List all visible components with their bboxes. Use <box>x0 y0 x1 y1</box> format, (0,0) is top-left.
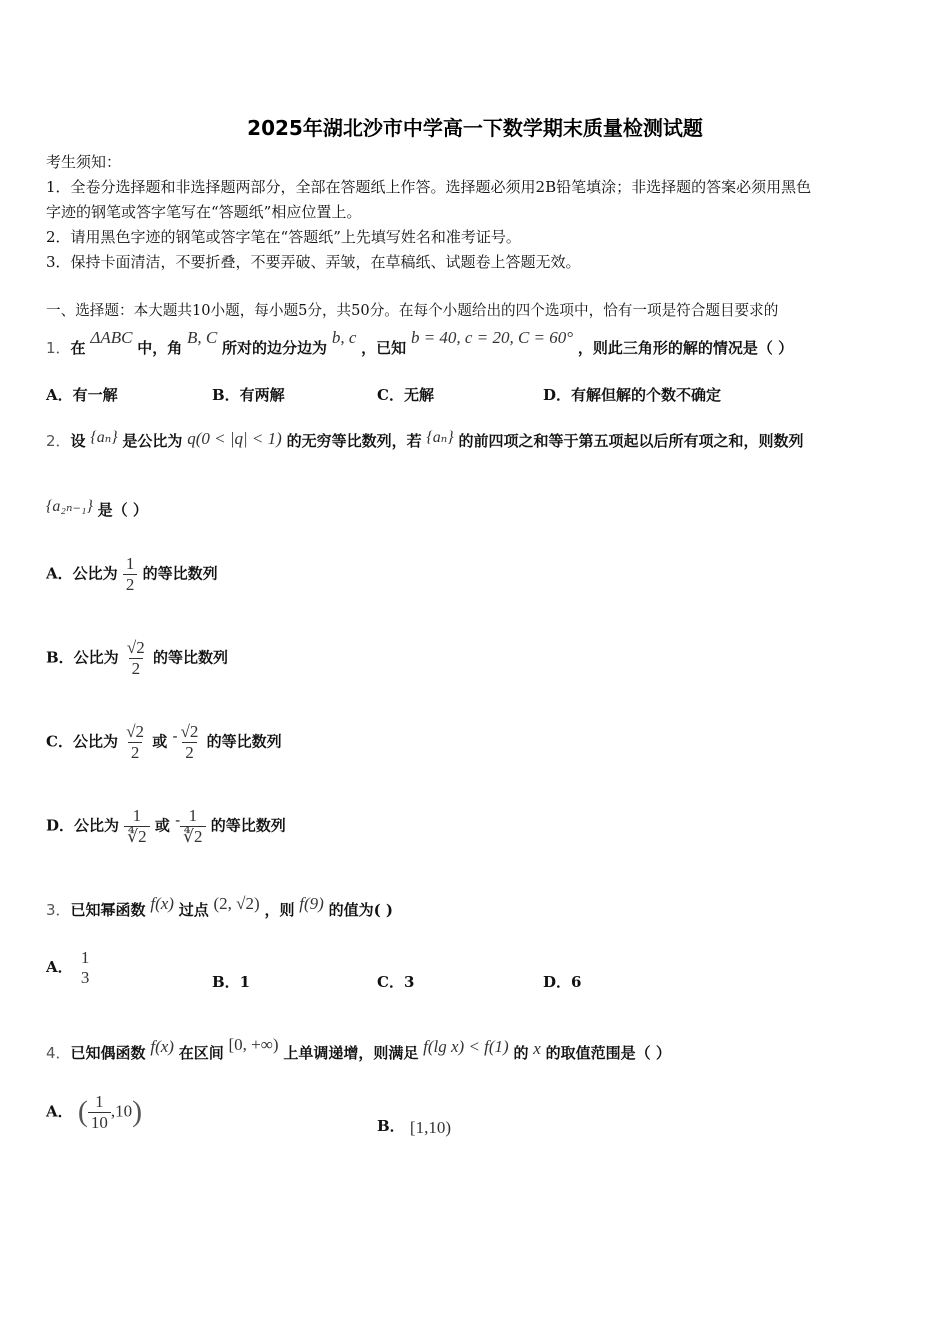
notice-line-1a: 1．全卷分选择题和非选择题两部分，全部在答题纸上作答。选择题必须用2B铅笔填涂；非选择题的答案必须用黑色 <box>46 178 812 196</box>
q2-option-c <box>46 722 282 763</box>
q3-option-a <box>46 948 92 988</box>
q1-text-2: 中，角 <box>137 339 183 357</box>
q1-text-1: 在 <box>70 339 86 357</box>
question-4 <box>46 1035 671 1063</box>
q4-text-2: 在区间 <box>178 1044 224 1062</box>
q2-d-minus: - <box>175 810 181 829</box>
q1-text-3: 所对的边分边为 <box>222 339 328 357</box>
q2-b-den: 2 <box>129 658 144 679</box>
q2-a-suffix: 的等比数列 <box>142 564 218 583</box>
q3-text-1: 已知幂函数 <box>70 901 146 919</box>
q2-c-num-2: √2 <box>180 722 199 741</box>
q2-a-den: 2 <box>123 574 138 595</box>
q1-text-5: ，则此三角形的解的情况是（ ） <box>577 339 794 357</box>
q2-a-fraction <box>123 554 138 595</box>
q4-a-lparen-icon: ( <box>77 1094 88 1128</box>
question-2 <box>46 431 803 452</box>
q2-d-fraction-1 <box>124 806 149 847</box>
q3-a-den: 3 <box>80 968 90 987</box>
q2-math-seq: {aₙ} <box>90 429 118 446</box>
q2-line-2 <box>46 500 148 521</box>
q3-option-d: D．6 <box>543 973 582 991</box>
q4-a-rparen-icon: ) <box>132 1094 143 1128</box>
q2-d-num-1: 1 <box>132 806 142 825</box>
q2-b-fraction <box>124 638 148 679</box>
q4-math-interval: [0, +∞) <box>228 1035 279 1054</box>
q3-math-func: f(x) <box>150 894 174 913</box>
q1-text-4: ，已知 <box>361 339 407 357</box>
q2-d-or: 或 <box>154 816 170 835</box>
q4-text-4: 的 <box>513 1044 529 1062</box>
section-header: 一、选择题：本大题共10小题，每小题5分，共50分。在每个小题给出的四个选项中，恰有一项是符合题目要求的 <box>46 302 779 319</box>
q4-text-3: 上单调递增，则满足 <box>283 1044 419 1062</box>
q4-b-value: [1,10) <box>409 1118 451 1137</box>
q2-text-2: 是公比为 <box>122 432 183 450</box>
q2-d-prefix: D．公比为 <box>46 816 120 835</box>
q4-text-5: 的取值范围是（ ） <box>545 1044 671 1062</box>
q1-option-d: D．有解但解的个数不确定 <box>543 386 722 404</box>
q2-d-den-2: ∜2 <box>180 826 205 847</box>
q3-math-value: f(9) <box>299 894 324 913</box>
q2-c-den-2: 2 <box>182 742 197 763</box>
notice-line-2: 2．请用黑色字迹的钢笔或答字笔在“答题纸”上先填写姓名和准考证号。 <box>46 228 521 246</box>
q1-option-b: B．有两解 <box>212 386 285 404</box>
q4-math-x: x <box>533 1039 541 1058</box>
q3-math-point: (2, √2) <box>213 894 260 913</box>
q2-d-num-2: 1 <box>188 806 198 825</box>
q2-option-b <box>46 638 228 679</box>
q3-text-4: 的值为( ) <box>328 901 393 919</box>
q4-option-b <box>377 1116 451 1136</box>
q2-c-or: 或 <box>152 732 168 751</box>
q4-option-a <box>46 1092 142 1133</box>
q2-a-num: 1 <box>125 554 135 573</box>
q2-c-den-1: 2 <box>128 742 143 763</box>
q1-option-a: A．有一解 <box>46 386 118 404</box>
q2-a-prefix: A．公比为 <box>46 564 118 583</box>
q3-number: 3． <box>46 901 71 919</box>
q2-d-fraction-2 <box>180 806 205 847</box>
q2-number: 2． <box>46 432 71 450</box>
q2-math-ratio: q(0 < |q| < 1) <box>187 429 282 448</box>
q2-text-5: 是（ ） <box>97 501 148 519</box>
q2-b-prefix: B．公比为 <box>46 648 119 667</box>
q3-text-2: 过点 <box>178 901 209 919</box>
q1-math-sides: b, c <box>331 328 357 347</box>
q2-option-a <box>46 554 218 595</box>
q1-math-angles: B, C <box>187 328 218 347</box>
q1-math-triangle: ΔABC <box>90 328 133 347</box>
q2-b-num: √2 <box>126 638 145 657</box>
q2-c-minus: - <box>172 726 178 745</box>
q1-number: 1． <box>46 339 71 357</box>
q4-b-prefix: B． <box>377 1117 405 1135</box>
q3-text-3: ，则 <box>264 901 295 919</box>
q4-a-prefix: A． <box>46 1102 73 1121</box>
q2-math-subseq: {a₂ₙ₋₁} <box>46 498 93 515</box>
q2-b-suffix: 的等比数列 <box>153 648 229 667</box>
q2-c-prefix: C．公比为 <box>46 732 118 751</box>
q3-a-fraction <box>78 948 93 988</box>
notice-line-3: 3．保持卡面清洁，不要折叠，不要弄破、弄皱，在草稿纸、试题卷上答题无效。 <box>46 253 581 271</box>
q2-c-fraction-2 <box>178 722 202 763</box>
q4-math-func: f(x) <box>150 1037 174 1056</box>
q4-a-fraction <box>88 1092 111 1133</box>
q4-a-suffix: ,10 <box>110 1101 133 1121</box>
q3-a-num: 1 <box>80 948 90 967</box>
q2-d-suffix: 的等比数列 <box>210 816 286 835</box>
notice-heading: 考生须知： <box>46 153 122 171</box>
question-3 <box>46 894 393 920</box>
q2-c-fraction-1 <box>123 722 147 763</box>
q2-d-den-1: ∜2 <box>124 826 149 847</box>
q2-c-suffix: 的等比数列 <box>206 732 282 751</box>
q3-option-c: C．3 <box>377 973 415 991</box>
q1-option-c: C．无解 <box>377 386 434 404</box>
q2-text-4: 的前四项之和等于第五项起以后所有项之和，则数列 <box>458 432 804 450</box>
q3-a-prefix: A． <box>46 958 73 976</box>
q3-option-b: B．1 <box>212 973 251 991</box>
q4-a-num: 1 <box>95 1092 104 1111</box>
question-1 <box>46 328 794 358</box>
notice-line-1b: 字迹的钢笔或答字笔写在“答题纸”相应位置上。 <box>46 203 362 221</box>
q4-math-ineq: f(lg x) < f(1) <box>423 1037 509 1056</box>
q2-option-d <box>46 806 286 847</box>
q2-text-3: 的无穷等比数列，若 <box>286 432 422 450</box>
q4-text-1: 已知偶函数 <box>70 1044 146 1062</box>
page-title: 2025年湖北沙市中学高一下数学期末质量检测试题 <box>247 116 703 140</box>
q4-number: 4． <box>46 1044 71 1062</box>
q2-text-1: 设 <box>70 432 86 450</box>
q2-c-num-1: √2 <box>126 722 145 741</box>
q1-math-given: b = 40, c = 20, C = 60° <box>410 328 574 347</box>
q4-a-den: 10 <box>88 1112 111 1133</box>
q2-math-seq-2: {aₙ} <box>426 429 454 446</box>
